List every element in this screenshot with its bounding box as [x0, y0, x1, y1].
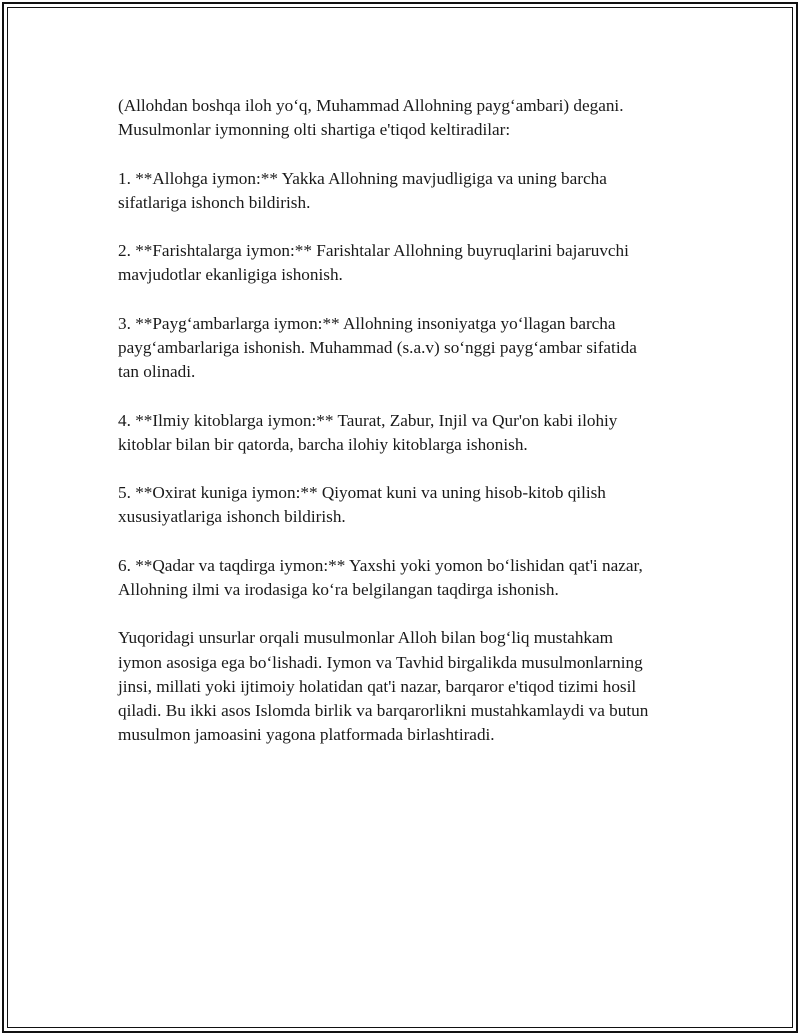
conclusion-paragraph	[118, 626, 708, 747]
text-line: 5. **Oxirat kuniga iymon:** Qiyomat kuni va uning hisob-kitob qilish	[118, 483, 606, 503]
list-item-2	[118, 239, 708, 287]
text-line: Musulmonlar iymonning olti shartiga e'tiqod keltiradilar:	[118, 120, 511, 140]
text-line: mavjudotlar ekanligiga ishonish.	[118, 265, 343, 285]
text-line: payg‘ambarlariga ishonish. Muhammad (s.a.v) so‘nggi payg‘ambar sifatida	[118, 337, 637, 357]
list-item-5	[118, 481, 708, 529]
text-line: Yuqoridagi unsurlar orqali musulmonlar Alloh bilan bog‘liq mustahkam	[118, 628, 614, 648]
list-item-4	[118, 409, 708, 457]
text-line: 2. **Farishtalarga iymon:** Farishtalar Allohning buyruqlarini bajaruvchi	[118, 241, 629, 261]
text-line: jinsi, millati yoki ijtimoiy holatidan qat'i nazar, barqaror e'tiqod tizimi hosil	[118, 676, 637, 696]
text-line: sifatlariga ishonch bildirish.	[118, 192, 311, 212]
text-line: tan olinadi.	[118, 362, 196, 382]
text-line: iymon asosiga ega bo‘lishadi. Iymon va Tavhid birgalikda musulmonlarning	[118, 652, 643, 672]
text-line: 4. **Ilmiy kitoblarga iymon:** Taurat, Zabur, Injil va Qur'on kabi ilohiy	[118, 410, 618, 430]
intro-paragraph	[118, 94, 708, 142]
text-line: Allohning ilmi va irodasiga ko‘ra belgilangan taqdirga ishonish.	[118, 579, 559, 599]
text-line: 3. **Payg‘ambarlarga iymon:** Allohning insoniyatga yo‘llagan barcha	[118, 313, 616, 333]
document-body	[118, 94, 708, 772]
text-line: 1. **Allohga iymon:** Yakka Allohning mavjudligiga va uning barcha	[118, 168, 607, 188]
text-line: (Allohdan boshqa iloh yo‘q, Muhammad Allohning payg‘ambari) degani.	[118, 96, 624, 115]
text-line: musulmon jamoasini yagona platformada birlashtiradi.	[118, 725, 495, 745]
text-line: qiladi. Bu ikki asos Islomda birlik va barqarorlikni mustahkamlaydi va butun	[118, 700, 649, 720]
list-item-3	[118, 312, 708, 385]
text-line: kitoblar bilan bir qatorda, barcha ilohiy kitoblarga ishonish.	[118, 434, 528, 454]
text-line: 6. **Qadar va taqdirga iymon:** Yaxshi yoki yomon bo‘lishidan qat'i nazar,	[118, 555, 643, 575]
text-line: xususiyatlariga ishonch bildirish.	[118, 507, 346, 527]
list-item-6	[118, 554, 708, 602]
list-item-1	[118, 167, 708, 215]
